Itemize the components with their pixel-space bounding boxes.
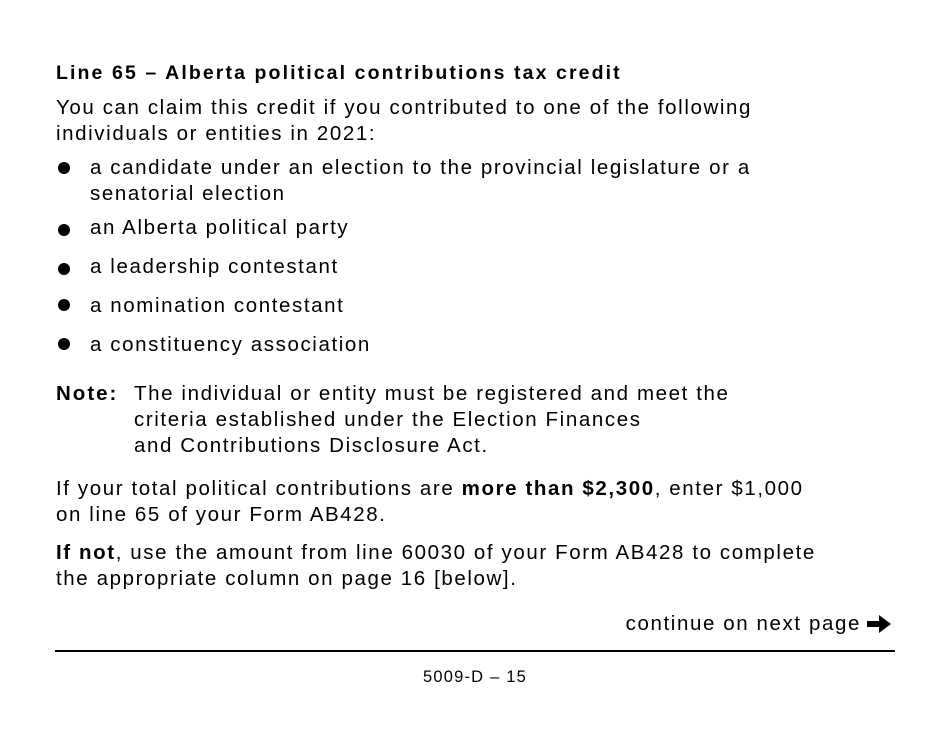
- list-item-text: a nomination contestant: [90, 294, 345, 317]
- if-not-rest: , use the amount from line 60030 of your Form AB428 to complete: [115, 541, 816, 564]
- total-threshold: more than $2,300: [461, 477, 655, 500]
- list-item-line-1: a candidate under an election to the provincial legislature or a: [90, 156, 751, 179]
- section-heading: Line 65 – Alberta political contributions tax credit: [56, 62, 622, 84]
- if-not-line-2: the appropriate column on page 16 [below].: [56, 567, 518, 590]
- if-not-paragraph: [56, 540, 816, 592]
- note-text: [134, 381, 730, 459]
- bullet-icon: [58, 224, 70, 236]
- footer-divider: [55, 650, 895, 652]
- total-suffix: , enter $1,000: [654, 477, 804, 500]
- note-line-3: and Contributions Disclosure Act.: [134, 434, 489, 457]
- bullet-icon: [58, 299, 70, 311]
- right-arrow-icon: [865, 613, 893, 635]
- total-contributions-paragraph: [56, 476, 804, 528]
- bullet-icon: [58, 338, 70, 350]
- note-line-1: The individual or entity must be registered and meet the: [134, 382, 730, 405]
- note-label: Note:: [56, 382, 119, 405]
- total-line-2: on line 65 of your Form AB428.: [56, 503, 387, 526]
- bullet-icon: [58, 263, 70, 275]
- list-item-text: an Alberta political party: [90, 216, 350, 239]
- total-prefix: If your total political contributions are: [56, 477, 462, 500]
- note-line-2: criteria established under the Election Finances: [134, 408, 642, 431]
- intro-line-1: You can claim this credit if you contributed to one of the following: [56, 96, 753, 119]
- continue-text: continue on next page: [625, 612, 861, 635]
- if-not-label: If not: [56, 541, 116, 564]
- list-item-text: a constituency association: [90, 333, 371, 356]
- continue-next-page: [626, 611, 893, 637]
- list-item-text: a leadership contestant: [90, 255, 339, 278]
- bullet-icon: [58, 162, 70, 174]
- intro-line-2: individuals or entities in 2021:: [56, 122, 377, 145]
- list-item-line-2: senatorial election: [90, 182, 286, 205]
- intro-paragraph: [56, 95, 752, 147]
- page-number: 5009-D – 15: [422, 668, 527, 686]
